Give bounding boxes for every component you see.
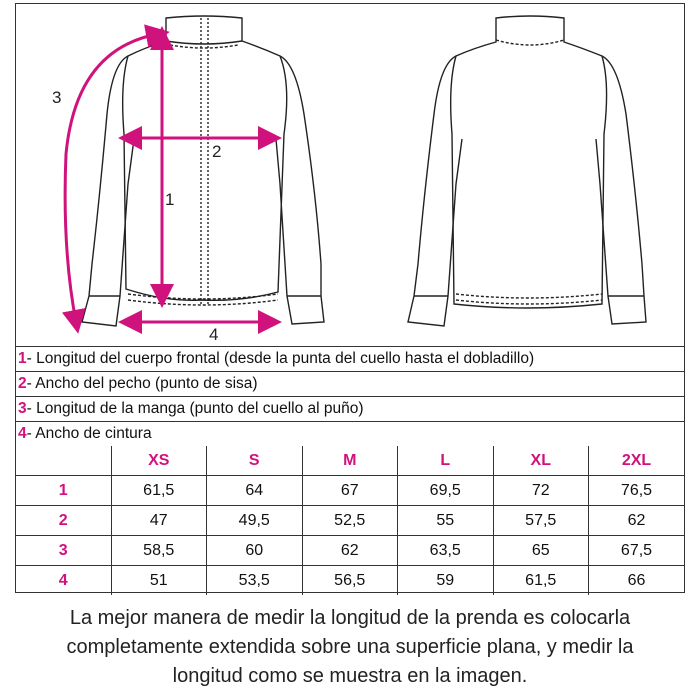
table-cell: 76,5	[589, 476, 685, 506]
legend-text: - Ancho de cintura	[26, 425, 152, 442]
legend-item-1	[16, 346, 684, 371]
table-cell: 67	[302, 476, 398, 506]
table-cell: 66	[589, 566, 685, 596]
row-label: 3	[16, 536, 111, 566]
header-cell-empty	[16, 446, 111, 476]
table-cell: 69,5	[398, 476, 494, 506]
size-guide-frame	[15, 3, 685, 593]
table-cell: 55	[398, 506, 494, 536]
marker-label-2: 2	[212, 142, 222, 161]
table-cell: 51	[111, 566, 207, 596]
jacket-front-drawing	[82, 16, 324, 326]
table-cell: 60	[207, 536, 303, 566]
row-label: 2	[16, 506, 111, 536]
legend-item-3	[16, 396, 684, 421]
table-cell: 67,5	[589, 536, 685, 566]
table-cell: 49,5	[207, 506, 303, 536]
header-cell-2xl: 2XL	[589, 446, 685, 476]
table-cell: 65	[493, 536, 589, 566]
header-cell-l: L	[398, 446, 494, 476]
table-cell: 62	[589, 506, 685, 536]
header-cell-xs: XS	[111, 446, 207, 476]
row-label: 1	[16, 476, 111, 506]
table-cell: 56,5	[302, 566, 398, 596]
table-row	[16, 476, 684, 506]
header-cell-s: S	[207, 446, 303, 476]
note-line: completamente extendida sobre una superficie plana, y medir la	[66, 636, 634, 658]
legend-item-4	[16, 421, 684, 446]
table-cell: 59	[398, 566, 494, 596]
header-cell-xl: XL	[493, 446, 589, 476]
jacket-illustration	[16, 4, 684, 346]
table-cell: 61,5	[493, 566, 589, 596]
table-cell: 47	[111, 506, 207, 536]
table-cell: 64	[207, 476, 303, 506]
table-row	[16, 566, 684, 596]
table-cell: 61,5	[111, 476, 207, 506]
note-line: longitud como se muestra en la imagen.	[172, 665, 528, 687]
legend-number: 1	[18, 350, 27, 367]
row-label: 4	[16, 566, 111, 596]
table-cell: 72	[493, 476, 589, 506]
size-header-row	[16, 446, 684, 476]
legend-number: 3	[18, 400, 27, 417]
marker-label-3: 3	[52, 88, 62, 107]
legend-number: 4	[18, 425, 27, 442]
table-row	[16, 536, 684, 566]
header-cell-m: M	[302, 446, 398, 476]
legend-text: - Longitud del cuerpo frontal (desde la punta del cuello hasta el dobladillo)	[26, 350, 535, 367]
legend-number: 2	[18, 375, 27, 392]
marker-label-4: 4	[209, 325, 219, 344]
note-line: La mejor manera de medir la longitud de la prenda es colocarla	[69, 607, 631, 629]
size-table	[16, 446, 684, 595]
legend-item-2	[16, 371, 684, 396]
measuring-note	[0, 604, 700, 691]
table-row	[16, 506, 684, 536]
table-cell: 53,5	[207, 566, 303, 596]
table-cell: 63,5	[398, 536, 494, 566]
table-cell: 58,5	[111, 536, 207, 566]
legend-text: - Longitud de la manga (punto del cuello al puño)	[26, 400, 364, 417]
legend-text: - Ancho del pecho (punto de sisa)	[26, 375, 258, 392]
table-cell: 52,5	[302, 506, 398, 536]
jacket-back-drawing	[408, 16, 646, 326]
table-cell: 57,5	[493, 506, 589, 536]
marker-label-1: 1	[165, 190, 175, 209]
table-cell: 62	[302, 536, 398, 566]
